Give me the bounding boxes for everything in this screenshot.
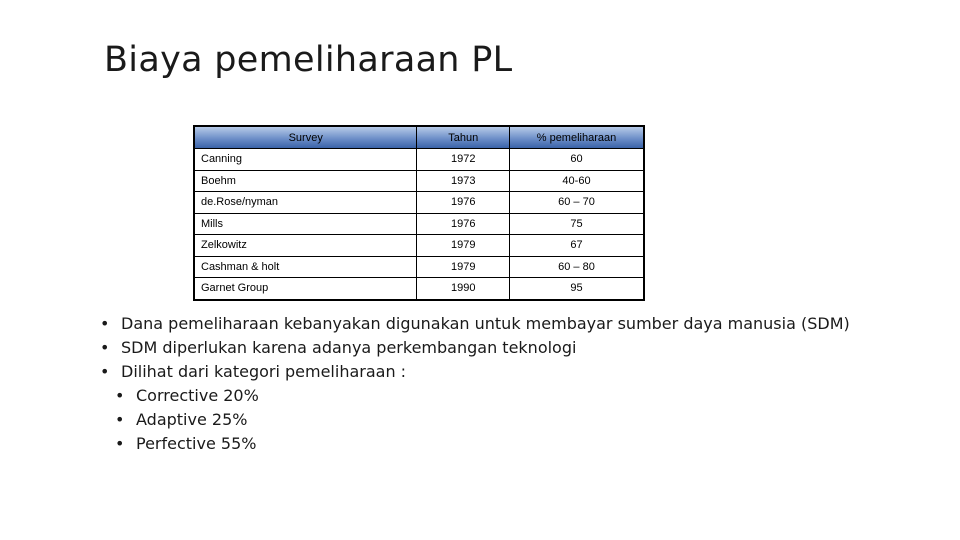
- bullet-dot-icon: •: [100, 362, 110, 381]
- bullet-text: Dana pemeliharaan kebanyakan digunakan untuk membayar sumber daya manusia (SDM): [121, 314, 850, 333]
- cell-percent: 60 – 80: [509, 256, 644, 278]
- bullet-list: [100, 312, 850, 456]
- bullet-dot-icon: •: [100, 314, 110, 333]
- cell-percent: 75: [509, 213, 644, 235]
- sub-bullet-text: Adaptive 25%: [136, 410, 248, 429]
- table-row: [194, 278, 644, 300]
- slide-title: Biaya pemeliharaan PL: [104, 40, 513, 80]
- cell-tahun: 1990: [417, 278, 510, 300]
- bullet-dot-icon: •: [115, 386, 125, 405]
- cell-survey: Cashman & holt: [194, 256, 417, 278]
- cell-percent: 60: [509, 149, 644, 171]
- header-pemeliharaan: % pemeliharaan: [509, 126, 644, 149]
- cell-tahun: 1976: [417, 213, 510, 235]
- header-survey: Survey: [194, 126, 417, 149]
- cell-percent: 67: [509, 235, 644, 257]
- cell-tahun: 1976: [417, 192, 510, 214]
- table-row: [194, 256, 644, 278]
- cell-survey: Boehm: [194, 170, 417, 192]
- cell-tahun: 1979: [417, 235, 510, 257]
- sub-bullet-text: Perfective 55%: [136, 434, 257, 453]
- sub-bullet-item: [100, 408, 850, 432]
- header-tahun: Tahun: [417, 126, 510, 149]
- cell-survey: Mills: [194, 213, 417, 235]
- table-row: [194, 213, 644, 235]
- table-row: [194, 235, 644, 257]
- cell-percent: 60 – 70: [509, 192, 644, 214]
- sub-bullet-item: [100, 432, 850, 456]
- bullet-item: [100, 360, 850, 384]
- sub-bullet-group: [100, 384, 850, 456]
- cell-percent: 40-60: [509, 170, 644, 192]
- sub-bullet-list: [100, 384, 850, 456]
- table-row: [194, 192, 644, 214]
- bullet-dot-icon: •: [115, 410, 125, 429]
- table-row: [194, 149, 644, 171]
- bullet-item: [100, 336, 850, 360]
- cell-tahun: 1972: [417, 149, 510, 171]
- cell-tahun: 1973: [417, 170, 510, 192]
- bullet-text: SDM diperlukan karena adanya perkembangan teknologi: [121, 338, 577, 357]
- cell-tahun: 1979: [417, 256, 510, 278]
- bullet-item: [100, 312, 850, 336]
- sub-bullet-item: [100, 384, 850, 408]
- cell-percent: 95: [509, 278, 644, 300]
- table-row: [194, 170, 644, 192]
- bullet-dot-icon: •: [115, 434, 125, 453]
- sub-bullet-text: Corrective 20%: [136, 386, 259, 405]
- cell-survey: Zelkowitz: [194, 235, 417, 257]
- survey-table: [193, 125, 645, 301]
- cell-survey: Canning: [194, 149, 417, 171]
- cell-survey: de.Rose/nyman: [194, 192, 417, 214]
- bullet-text: Dilihat dari kategori pemeliharaan :: [121, 362, 407, 381]
- cell-survey: Garnet Group: [194, 278, 417, 300]
- bullet-dot-icon: •: [100, 338, 110, 357]
- table-header-row: [194, 126, 644, 149]
